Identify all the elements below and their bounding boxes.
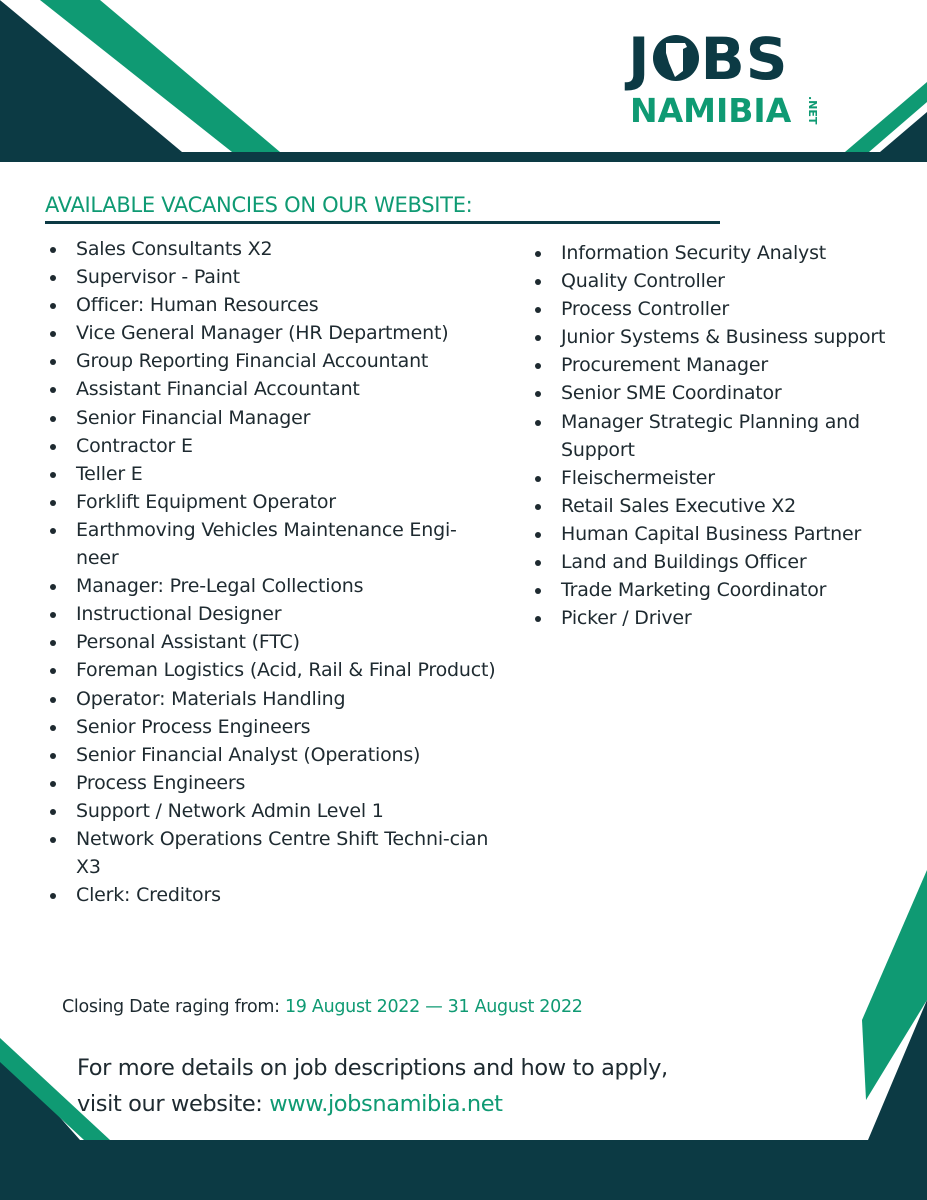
vacancy-item: Quality Controller [531, 267, 911, 295]
footer-line-2-prefix: visit our website: [77, 1091, 263, 1117]
vacancy-item: Vice General Manager (HR Department) [46, 319, 496, 347]
vacancy-item: Sales Consultants X2 [46, 235, 496, 263]
vacancy-item: Assistant Financial Accountant [46, 375, 496, 403]
vacancy-item: Support / Network Admin Level 1 [46, 797, 496, 825]
vacancy-item: Officer: Human Resources [46, 291, 496, 319]
closing-date-range: 19 August 2022 — 31 August 2022 [284, 997, 583, 1017]
heading-underline [45, 221, 720, 224]
vacancy-item: Picker / Driver [531, 604, 911, 632]
bottom-dark-bar [0, 1140, 927, 1200]
closing-date-label: Closing Date raging from: [62, 997, 280, 1017]
vacancy-item: Procurement Manager [531, 351, 911, 379]
top-dark-bar [0, 152, 927, 162]
vacancy-item: Senior Financial Manager [46, 404, 496, 432]
footer-line-1: For more details on job descriptions and how to apply, [77, 1055, 668, 1081]
vacancy-item: Process Engineers [46, 769, 496, 797]
vacancy-item: Junior Systems & Business support [531, 323, 911, 351]
website-link[interactable]: www.jobsnamibia.net [269, 1091, 503, 1117]
vacancy-item: Retail Sales Executive X2 [531, 492, 911, 520]
vacancy-item: Human Capital Business Partner [531, 520, 911, 548]
vacancy-item: Manager Strategic Planning and Support [531, 408, 911, 464]
vacancies-list-left [46, 235, 496, 909]
vacancy-item: Earthmoving Vehicles Maintenance Engi-neer [46, 516, 496, 572]
vacancy-item: Operator: Materials Handling [46, 685, 496, 713]
logo-jobs-wordmark [628, 25, 789, 93]
vacancy-item: Forklift Equipment Operator [46, 488, 496, 516]
logo-letter-j: J [628, 25, 651, 93]
vacancy-item: Teller E [46, 460, 496, 488]
vacancy-item: Manager: Pre-Legal Collections [46, 572, 496, 600]
vacancy-item: Personal Assistant (FTC) [46, 628, 496, 656]
footer-line-2 [77, 1086, 668, 1122]
vacancy-item: Contractor E [46, 432, 496, 460]
jobs-namibia-logo [628, 25, 838, 132]
vacancy-item: Process Controller [531, 295, 911, 323]
vacancy-item: Senior SME Coordinator [531, 379, 911, 407]
vacancy-item: Trade Marketing Coordinator [531, 576, 911, 604]
logo-letters-bs: BS [700, 25, 789, 93]
logo-namibia-wordmark: NAMIBIA [630, 91, 792, 130]
closing-date [62, 997, 583, 1017]
logo-net-suffix: .NET [806, 96, 819, 125]
vacancy-item: Senior Financial Analyst (Operations) [46, 741, 496, 769]
vacancy-item: Land and Buildings Officer [531, 548, 911, 576]
vacancy-item: Network Operations Centre Shift Techni-cian X3 [46, 825, 496, 881]
vacancy-item: Clerk: Creditors [46, 881, 496, 909]
vacancy-item: Supervisor - Paint [46, 263, 496, 291]
vacancy-item: Fleischermeister [531, 464, 911, 492]
footer-call-to-action [77, 1050, 668, 1122]
vacancy-item: Information Security Analyst [531, 239, 911, 267]
vacancy-item: Instructional Designer [46, 600, 496, 628]
vacancies-list-right [531, 239, 911, 632]
vacancy-item: Foreman Logistics (Acid, Rail & Final Product) [46, 656, 496, 684]
vacancy-item: Senior Process Engineers [46, 713, 496, 741]
logo-namibia-map-o-icon [649, 33, 703, 83]
vacancies-heading: AVAILABLE VACANCIES ON OUR WEBSITE: [45, 193, 473, 217]
vacancy-item: Group Reporting Financial Accountant [46, 347, 496, 375]
